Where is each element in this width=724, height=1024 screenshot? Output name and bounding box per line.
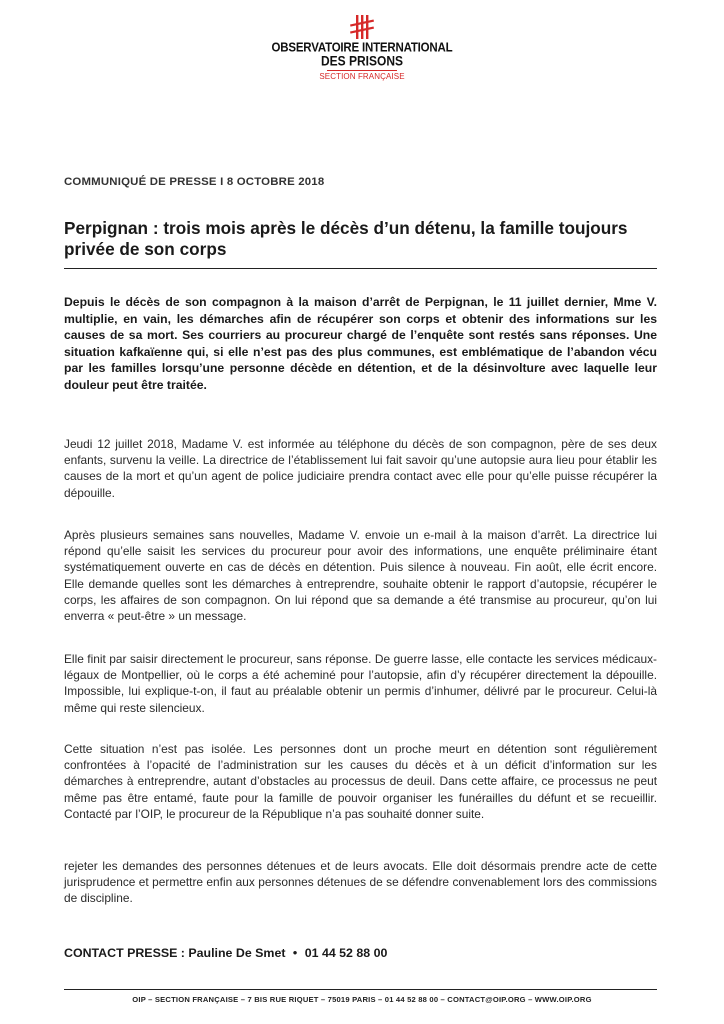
contact-separator: • bbox=[292, 946, 298, 960]
prison-bars-logo-icon bbox=[347, 14, 377, 40]
contact-phone: 01 44 52 88 00 bbox=[304, 946, 388, 960]
press-release-date: COMMUNIQUÉ DE PRESSE I 8 OCTOBRE 2018 bbox=[64, 176, 325, 188]
lead-paragraph: Depuis le décès de son compagnon à la maison d’arrêt de Perpignan, le 11 juillet dernier, Mme V. multiplie, en vain, les démarches afin de récupérer son corps et obtenir des informations sur les causes de sa mort. Ses courriers au procureur chargé de l’enquête sont restés sans réponses. Une situation kafkaïenne qui, si elle n’est pas des plus communes, est emblématique de l’abandon vécu par les familles lorsqu’une personne décède en détention, et de la désinvolture avec laquelle leur douleur peut être traitée. bbox=[64, 295, 657, 392]
logo-divider bbox=[327, 70, 397, 71]
body-paragraph-3: Elle finit par saisir directement le procureur, sans réponse. De guerre lasse, elle contacte les services médicaux-légaux de Montpellier, où le corps a été acheminé pour l’autopsie, afin d’y récupérer directement la dépouille. Impossible, lui explique-t-on, il faut au préalable obtenir un permis d’inhumer, délivré par le procureur. Celui-là même qui reste silencieux. bbox=[64, 652, 657, 715]
press-contact bbox=[64, 946, 387, 960]
body-paragraph-2: Après plusieurs semaines sans nouvelles, Madame V. envoie un e-mail à la maison d’arrêt. La directrice lui répond qu’elle saisit les services du procureur pour avoir des informations, une enquête préliminaire étant systématiquement ouverte en cas de décès en détention. Puis silence à nouveau. Fin août, elle écrit encore. Elle demande quelles sont les démarches à entreprendre, souhaite obtenir le rapport d’autopsie, récupérer le corps, les affaires de son compagnon. On lui répond que sa demande a été transmise au procureur, qu’on lui enverra « peut-être » un message. bbox=[64, 528, 657, 624]
logo-title-line1: OBSERVATOIRE INTERNATIONAL bbox=[271, 41, 453, 55]
oip-logo bbox=[0, 14, 724, 82]
footer-divider bbox=[64, 989, 657, 990]
body-paragraph-1: Jeudi 12 juillet 2018, Madame V. est informée au téléphone du décès de son compagnon, père de ses deux enfants, survenu la veille. La directrice de l’établissement lui fait savoir qu’une autopsie aura lieu pour établir les causes de la mort et qu’un agent de police judiciaire prendra contact avec elle pour qu’elle puisse récupérer la dépouille. bbox=[64, 437, 657, 500]
body-paragraph-4: Cette situation n’est pas isolée. Les personnes dont un proche meurt en détention sont régulièrement confrontées à l’opacité de l’administration sur les causes du décès et à un déficit d’information sur les démarches à entreprendre, autant d’obstacles au processus de deuil. Dans cette affaire, ce processus ne peut même pas être entamé, faute pour la famille de pouvoir organiser les funérailles du défunt et se recueillir. Contacté par l’OIP, le procureur de la République n’a pas souhaité donner suite. bbox=[64, 742, 657, 821]
page-title: Perpignan : trois mois après le décès d’un détenu, la famille toujours privée de son corps bbox=[64, 218, 628, 259]
body-paragraph-5: rejeter les demandes des personnes détenues et de leurs avocats. Elle doit désormais prendre acte de cette jurisprudence et permettre enfin aux personnes détenues de se défendre convenablement lors des commissions de discipline. bbox=[64, 859, 657, 906]
contact-label: CONTACT PRESSE : Pauline De Smet bbox=[64, 946, 286, 960]
title-divider bbox=[64, 268, 657, 269]
logo-subtitle: SECTION FRANÇAISE bbox=[319, 72, 405, 81]
logo-title-line2: DES PRISONS bbox=[320, 52, 404, 69]
footer-address: OIP – SECTION FRANÇAISE – 7 BIS RUE RIQUET – 75019 PARIS – 01 44 52 88 00 – CONTACT@OIP.ORG – WWW.OIP.ORG bbox=[132, 995, 592, 1004]
